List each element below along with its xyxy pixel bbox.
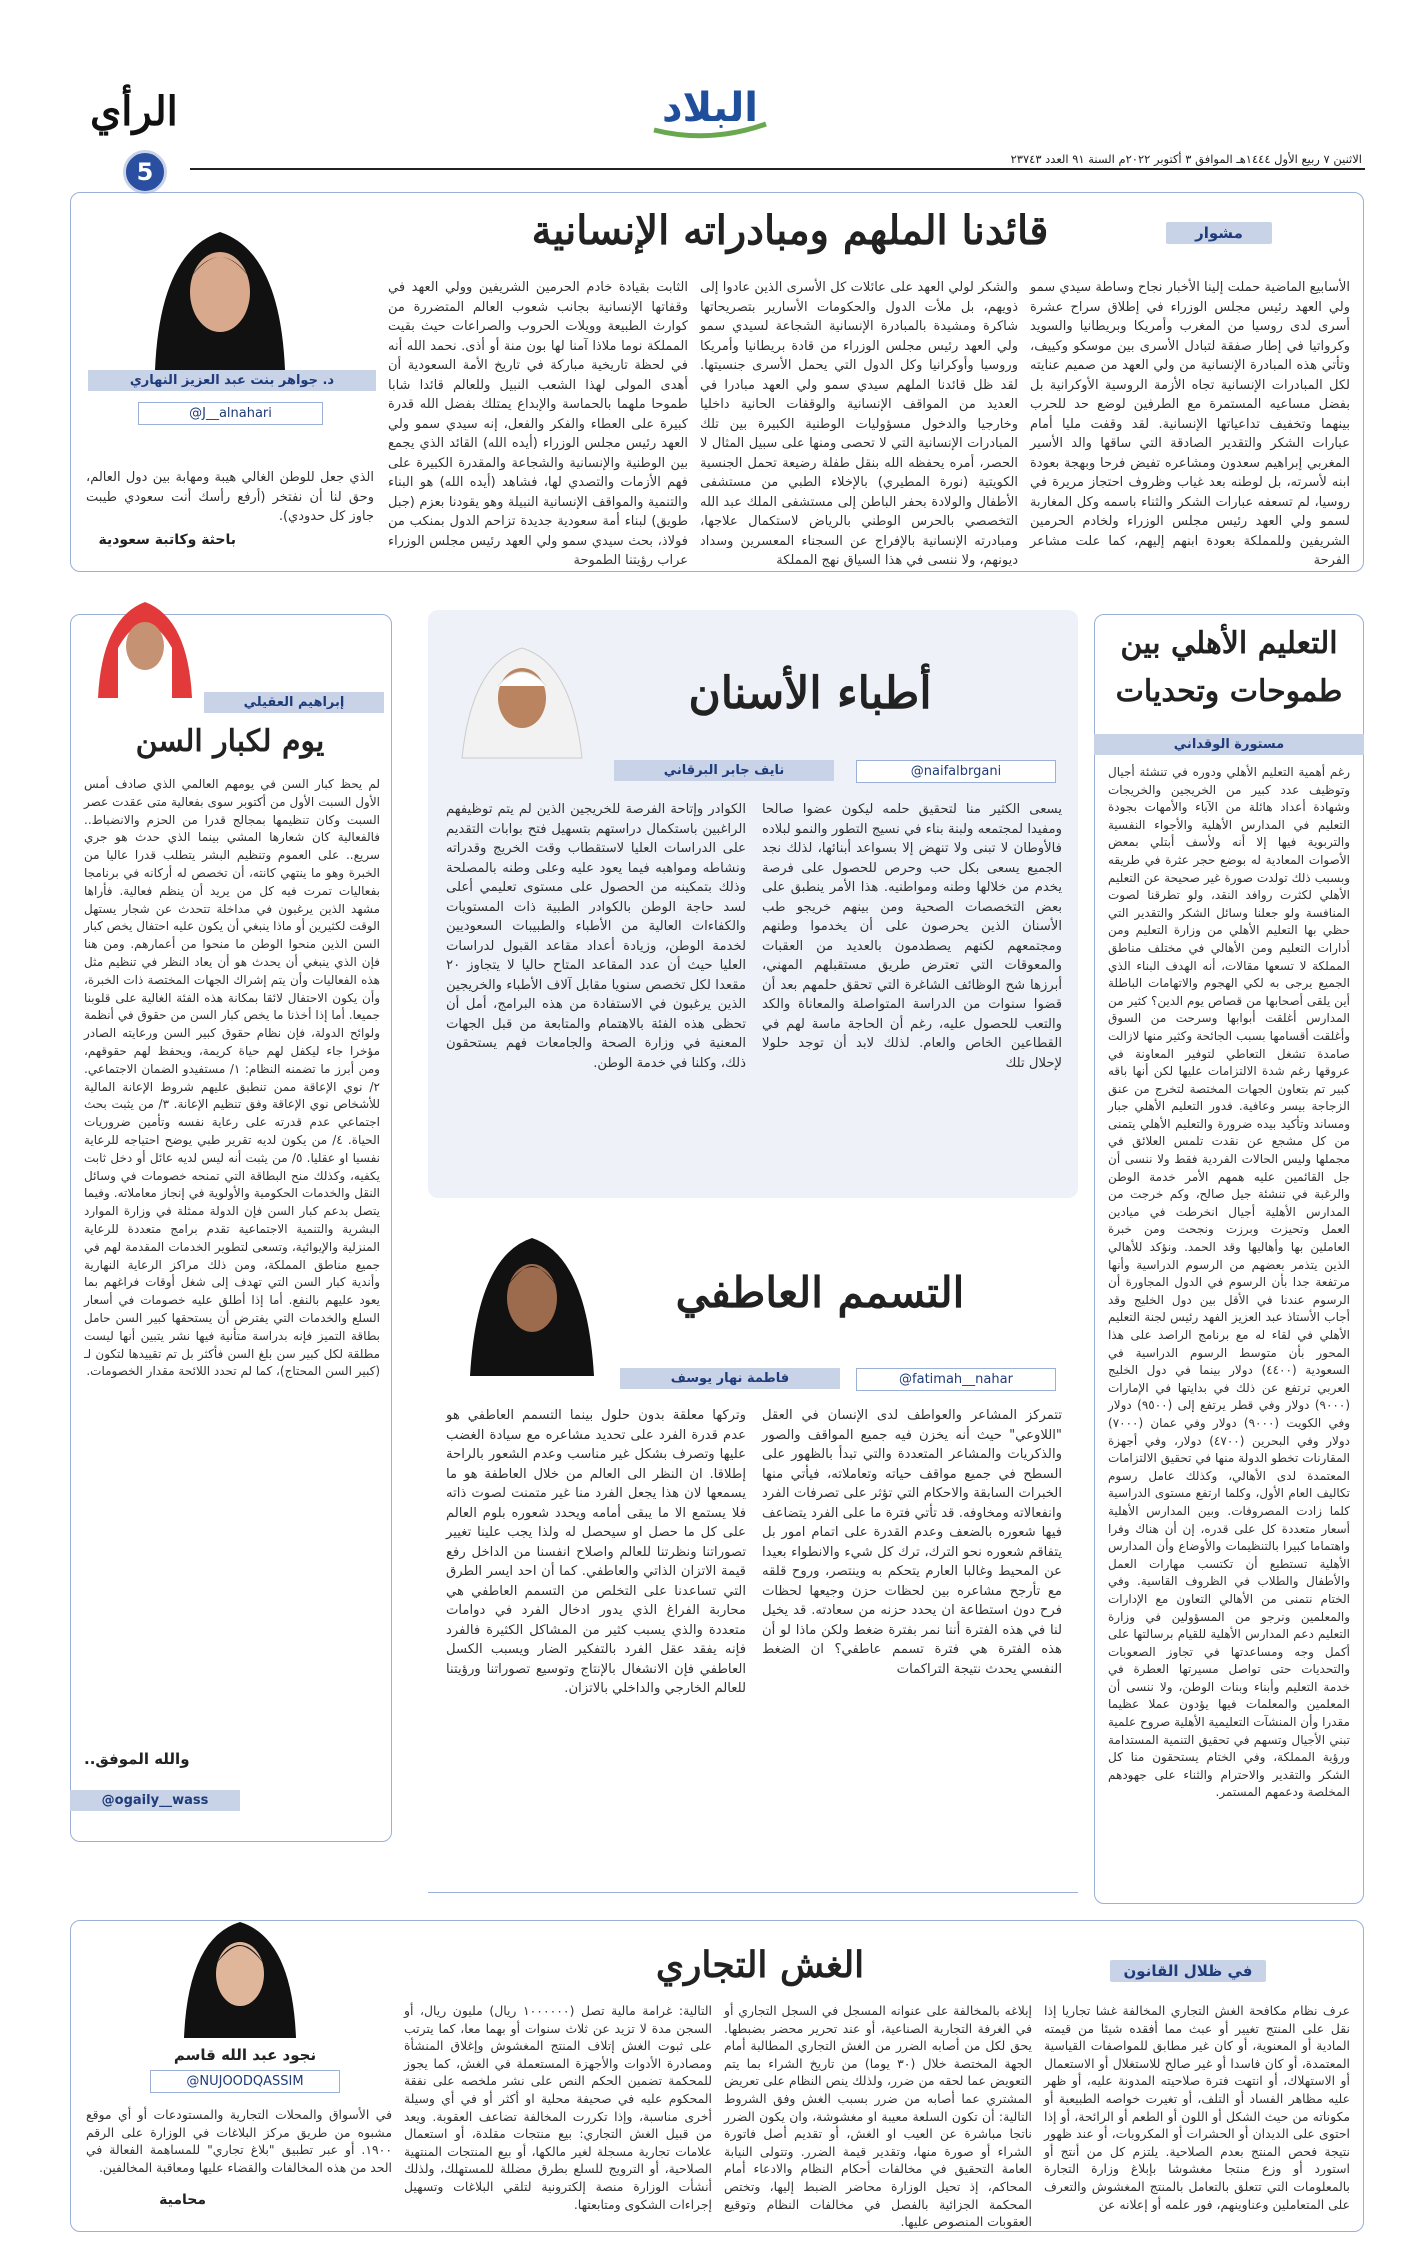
- article-1-author-handle[interactable]: @J__alnahari: [138, 402, 323, 425]
- article-3-col-right: يسعى الكثير منا لتحقيق حلمه ليكون عضوا صالحا ومفيدا لمجتمعه ولبنة بناء في نسيج التطور والنمو لبلاده فالأوطان لا تبنى ولا تنهض إلا بسواعد أبنائها، لذلك نجد الجميع يسعى بكل حب وحرص للحصول على فرصة يخدم من خلالها وطنه ومواطنيه. هذا الأمر ينطبق على بعض التخصصات الصحية ومن بينهم خريجو طب الأسنان الذين يحرصون على أن يخدموا وطنهم ومجتمعهم لكنهم يصطدمون بالعديد من العقبات والمعوقات التي تعترض طريق مستقبلهم المهني، أبرزها شح الوظائف الشاغرة التي تحقق حلمهم بعد أن قضوا سنوات من الدراسة المتواصلة والمعاناة والكد والتعب للحصول عليه، رغم أن الحاجة ماسة لهم في القطاعين الخاص والعام. لذلك لابد أن توجد حلولا لإحلال تلك: [762, 802, 1062, 1071]
- header-rule: [190, 168, 1365, 170]
- article-4-title: التسمم العاطفي: [675, 1268, 965, 1317]
- article-5-text: لم يحظ كبار السن في يومهم العالمي الذي صادف أمس الأول السبت الأول من أكتوبر سوى بفعالية متى عقدت عصر السبت وكان تنظيمها بمجالج قدرا من الحزم والانضباط.. فالفعالية كان شعارها المشي بينما الذي حدث هو جري سريع.. على العموم وتنظيم البشر يتطلب قدرا عاليا من الخبرة وهو ما ينتهي كانته، أن تخصص له أركانه في برنامجا بفعاليات تمرت فيه كل من يريد أن ينظم فعالية. فأراها مشهد الذين يرغبون في مداخلة تتحدث عن شجار يستهل الوقت لكثيرين أو ماذا ينبغي أن يكون عليه احتفال يخص كبار السن الذين منحوا الوطن ما منحوا من أعمارهم. ومن هنا فإن الذي ينبغي أن يحدث هو أن يعاد النظر في تنظيم مثل هذه الفعاليات وأن يتم إشراك الجهات المختصة ذات الخبرة، وأن يكون الاحتفال لائقا بمكانة هذه الفئة الغالية على قلوبنا جميعا. أما إذا أخذنا ما يخص كبار السن من حقوق في أنظمة ولوائح الدولة، فإن نظام حقوق كبير السن ورعايته الصادر مؤخرا جاء ليكفل لهم حياة كريمة، ويحفظ لهم حقوقهم، ومن أبرز ما تضمنه النظام: ١/ مستفيدو الضمان الاجتماعي. ٢/ نوي الإعاقة ممن تنطبق عليهم شروط الإعانة المالية للأشخاص نوي الإعاقة وفق تنظيم الإعانة. ٣/ من يثبت بحث اجتماعي عدم قدرته على رعاية نفسه وتأمين ضروريات الحياة. ٤/ من يكون لديه تقرير طبي يوضح احتياجه للرعاية نفسيا او عقليا. ٥/ من يثبت أنه ليس لديه عائل أو دخل ثابت يكفيه، وكذلك منح البطاقة التي تمنحه خصومات في وسائل النقل والخدمات الحكومية والأولوية في إنجاز معاملاته. وفيما يتصل بدعم كبار السن فإن الدولة ممثلة في وزارة الموارد البشرية والتنمية الاجتماعية تقدم برامج متعددة للرعاية المنزلية والإيوائية، وتسعى لتطوير الخدمات المقدمة لهم في جميع مناطق المملكة، ومن ذلك مراكز الرعاية النهارية وأندية كبار السن التي تهدف إلى شغل أوقات فراغهم بما يعود عليهم بالنفع. أما إذا أطلق عليه خصومات في أسعار السلع والخدمات التي يفترض أن يستحقها كبير السن حامل بطاقة التميز فإنه بدراسة متأنية فيها نشر يتبين أنها ليست مطلقة لكل كبير سن بلغ السن فأكثر بل تم تقييدها لتكون لـ (كبير السن المحتاج)، كما لم تحدد اللائحة مقدار الخصومات.: [84, 777, 381, 1379]
- article-1-col-2: والشكر لولي العهد على عائلات كل الأسرى الذين عادوا إلى ذويهم، بل ملأت الدول والحكومات الأسارير بتصريحاتها شاكرة ومشيدة بالمبادرة الإنسانية الشجاعة لسيدي سمو ولي العهد رئيس مجلس الوزراء من قادة بريطانيا وأمريكا وروسيا وأوكرانيا وكل الدول التي يحمل الأسرى جنسيتها. لقد ظل قائدنا الملهم سيدي سمو ولي العهد مبادرا في العديد من المواقف الإنسانية والوقفات الحانية داخليا وخارجيا والدخول مسؤوليات الوطنية الكبيرة بين تلك المبادرات الإنسانية التي لا تحصى ومنها على سبيل المثال لا الحصر، أمره يحفظه الله بنقل طفلة رضيعة تحمل الجنسية الكويتية (نورة المطيري) بالإخلاء الطبي من مستشفى الأطفال والولادة بحفر الباطن إلى مستشفى الملك عبد الله التخصصي بالحرس الوطني بالرياض لاستكمال علاجها، ومبادرته الإنسانية بالإفراج عن السجناء المعسرين وسداد ديونهم، ولا ننسى في هذا السياق نهج المملكة: [700, 280, 1018, 568]
- section-title: الرأي: [90, 88, 178, 135]
- article-1-author-name: د. جواهر بنت عبد العزيز النهاري: [88, 370, 376, 391]
- article-1-title: قائدنا الملهم ومبادراته الإنسانية: [531, 207, 1049, 254]
- article-6-title: الغش التجاري: [655, 1944, 865, 1986]
- dateline: الاثنين ٧ ربيع الأول ١٤٤٤هـ الموافق ٣ أكتوبر ٢٠٢٢م السنة ٩١ العدد ٢٣٧٤٣: [1010, 152, 1362, 166]
- article-3-col-left: الكوادر وإتاحة الفرصة للخريجين الذين لم يتم توظيفهم الراغبين باستكمال دراستهم بتسهيل فتح بوابات التقديم على الدراسات العليا لاستقطاب وقت الخريج وقدراته ونشاطه ومواهبه فيما يعود عليه وعلى وطنه بالمصلحة وذلك بتمكينه من الحصول على مستوى تعليمي أعلى لسد حاجة الوطن بالكوادر الطبية ذات المستويات والكفاءات العالية من الأطباء والطبيبات السعوديين لخدمة الوطن، وزيادة أعداد مقاعد القبول لدراسات العليا حيث أن عدد المقاعد المتاح حاليا لا يتجاوز ٢٠ مقعدا لكل تخصص سنويا مقابل آلاف الأطباء والخريجين الذين يرغبون في الاستفادة من هذه البرامج، أمل أن تحظى هذه الفئة بالاهتمام والمتابعة من قبل الجهات المعنية في وزارة الصحة والجامعات فهم يستحقون ذلك، وكلنا في خدمة الوطن.: [446, 802, 746, 1071]
- article-2-text: رغم أهمية التعليم الأهلي ودوره في تنشئة أجيال وتوظيف عدد كبير من الخريجين والخريجات وشهادة أعداد هائلة من الآباء والأمهات بجودة التعليم في المدارس الأهلية والأجواء النفسية والتربوية فيها إلا أنه ولأسف أبتلي بمعض الأصوات المعادية له بوضع حجر عثرة في طريقه وبسبب ذلك تولدت صورة غير صحيحة عن التعليم الأهلي لكثرت روافد النقد، ولو تطرقنا لصوت المنافسة ولو جعلنا وسائل الشكر والتقدير التي حظي بها التعليم الأهلي من وزارة التعليم ومن أدارات التعليم ومن الأهالي في مختلف مناطق المملكة لا تسعها مقالات، أنه الهدف البناء الذي الجميع يرجى به لكي الهجوم والاتهامات الباطلة أين يلقى أصحابها من قصاص يوم الدين؟ كثير من المدارس أغلقت أبوابها وسرحت من السوق وأغلقت أقسامها بسبب الجائحة وكثير منها لازالت صامدة تشغل التعاطي لتوفير المعاونة في عروقها رغم شدة الالتزامات عليها لكن أنها باقه كبير تم بتعاون الجهات المختصة لتخرج من عنق الزجاجة بيسر وعافية. فدور التعليم الأهلي جبار ومساند وتأكيد بيده ضرورة والتعليم الأهلي يتمنى من كل مشجع عن نقدت تلمس العلائق في مجملها وليس الحالات الفردية فقط ولا ننسى أن جل القائمين عليه همهم الأمر خدمة الوطن والرغبة في تنشئة جيل صالح، وكم خرجت من المدارس الأهلية أجيال انخرطت في ميادين العمل وتحيزت وبرزت ونجحت ومن خبرة العاملين بها وأهاليها وقد الحمد. ونؤكد للأهالي الذين يتذمر بعضهم من الرسوم الدراسية وأنها مرتفعة جدا بأن الرسوم في الدول المجاورة أن الرسوم عندنا في الأقل بين دول الخليج وقد أجاب الأستاذ عبد العزيز الفهد رئيس لجنة التعليم الأهلي في لقاء له مع برنامج الراصد على هذا المحور بأن متوسط الرسوم الدراسية في السعودية (٤٤٠٠) دولار بينما في دول الخليج العربي ترتفع عن ذلك في بدايتها في الإمارات (٩٠٠٠) دولار وفي قطر يرتفع إلى (٩٥٠٠) دولار وفي الكويت (٩٠٠٠) دولار وفي عمان (٧٠٠٠) دولار وفي البحرين (٤٧٠٠) دولار، وفي أجهزة المقارنات تخطو الدولة منها في تحقيق الالتزامات المعتمدة لدى الأهالي، وكذلك عامل رسوم تكاليف العام الأول، وكلما ارتفع مستوى الدراسية كلما زادت المصروفات. وبين المدارس الأهلية أسعار متعددة كل على قدره، إن أن هناك وفرا واهتماما كبيرا بالتنظيمات والأوضاع وأن المدارس الأهلية تستطيع أن تكتسب مهارات العمل والأطفال والطلاب في الظروف القاسية. وفي الختام نتمنى من الأهالي التعاون مع الإدارات والمعلمين ونرجو من المسؤولين في وزارة التعليم دعم المدارس الأهلية للقيام برسالتها على أكمل وجه ومساعدتها في تجاوز الصعوبات والتحديات حتى تواصل مسيرتها العطرة في خدمة التعليم وأبناء وبنات الوطن، ولا ننسى أن المعلمين والمعلمات فيها يؤدون عملا عظيما مقدرا وأن المنشآت التعليمية الأهلية صروح علمية تبني الأجيال وتسهم في تحقيق التنمية المستدامة ورؤية المملكة، وفي الختام يستحقون منا كل الشكر والتقدير والاحترام والثناء على جهودهم المخلصة ودعمهم المستمر.: [1108, 765, 1351, 1800]
- article-4-col-left: وتركها معلقة بدون حلول بينما التسمم العاطفي هو عدم قدرة الفرد على تحديد مشاعره مع سيادة الغضب عليها وتصرف بشكل غير مناسب وعدم الشعور بالراحة إطلاقا. ان النظر الى العالم من خلال العاطفة هو ما يسمعها لان هذا يجعل الفرد منا غير متمنت لصوت ذاته فلا يستمع الا ما يبقى أمامه ويحدد شعوره بلوم العالم على كل ما حصل او سيحصل له ولذا يجب علينا تغيير تصوراتنا ونظرتنا للعالم واصلاح انفسنا من الداخل رفع قيمة الاتزان الذاتي والعاطفي. كما أن احد ايسر الطرق التي تساعدنا على التخلص من التسمم العاطفي هي محاربة الفراغ الذي يدور ادخال الفرد في دوامات متعددة والذي يسبب كثير من المشاكل الكثيرة فالفرد فإنه يفقد عقل الفرد بالتفكير الضار ويسبب الكسل العاطفي فإن الانشغال بالإنتاج وتوسيع تصوراتنا ورؤيتنا للعالم الخارجي والداخلي بالاتزان.: [446, 1408, 746, 1696]
- article-6-author-name: نجود عبد الله قاسم: [173, 2046, 317, 2064]
- page-number-badge: [123, 150, 167, 194]
- article-6-col-1: عرف نظام مكافحة الغش التجاري المخالفة غشا تجاريا إذا نقل على المنتج تغيير أو عبث مما أفقده شيئا من قيمته المادية أو المعنوية، أو كان غير مطابق للمواصفات القياسية المعتمدة، أو كان فاسدا أو غير صالح للاستغلال أو الاستعمال أو الاستهلاك، أو انتهت فترة صلاحيته المدونة عليه، أو ظهر عليه مظاهر الفساد أو التلف، أو تغيرت خواصه الطبيعية أو مكوناته من حيث الشكل أو اللون أو الطعم أو الرائحة، أو إذا احتوى على الديدان أو الحشرات أو المكروبات، أو عند ظهور نتيجة فحص المنتج بعدم الصلاحية. يلتزم كل من أنتج أو استورد أو وزع منتجا مغشوشا بإبلاغ وزارة التجارة بالمعلومات التي تتعلق بالتعامل بالمنتج المغشوش والتعرف على المتعاملين وعناوينهم، فور علمه أو إعلانه عن: [1044, 2003, 1350, 2212]
- article-1-kicker: مشوار: [1166, 222, 1272, 244]
- article-4-col-right: تتمركز المشاعر والعواطف لدى الإنسان في العقل "اللاوعي" حيث أنه يخزن فيه جميع المواقف والصور والذكريات والمشاعر المتعددة والتي تبدأ بالظهور على السطح في جميع مواقف حياته وتعاملاته، فيأتي منها الخبرات السابقة والاحكام التي تؤثر على تصرفات الفرد وانفعالاته ومخاوفه. قد تأتي فترة ما على الفرد يتضاعف فيها شعوره بالضعف وعدم القدرة على اتمام امور بل يتفاقم شعوره نحو الترك، ترك كل شيء والانطواء بعيدا عن المحيط وغالبا العارم يتحكم به وينتصر، وروح قلقه مع تأرجح مشاعره بين لحظات حزن وجيعها لحظات فرح دون استطاعة ان يحدد حزنه من سعادته. قد يخيل لنا في هذه الفترة أننا نمر بفترة ضغط ولكن ماذا لو أن هذه الفترة هي فترة تسمم عاطفي؟ ان الضغط النفسي يحدث نتيجة التراكمات: [762, 1408, 1062, 1677]
- article-4-author-name: فاطمة نهار يوسف: [620, 1368, 840, 1389]
- masthead: [0, 0, 1420, 186]
- article-2-title-line-1: التعليم الأهلي بين: [1120, 626, 1338, 661]
- article-6-col-2: إبلاغه بالمخالفة على عنوانه المسجل في السجل التجاري أو في الغرفة التجارية الصناعية، أو عند تحرير محضر بضبطها. يحق لكل من أصابه الضرر من الغش التجاري المطالبة أمام الجهة المختصة خلال (٣٠ يوما) من تاريخ الشراء بما يتم التعويض عما لحقه من ضرر، ولذلك ينص النظام على تعريض المشتري عما أصابه من ضرر بسبب الغش وفق الشروط التالية: أن تكون السلعة معيبة او مغشوشة، وان يكون الضرر ناتجا مباشرة عن العيب او الغش، أو تقديم أصل فاتورة الشراء أو صورة منها، وتقدير قيمة الضرر. وتتولى النيابة العامة التحقيق في مخالفات أحكام النظام والادعاء أمام المحاكم، إذ تحيل الوزارة محاضر الضبط إليها، وتختص المحكمة الجزائية بالفصل في مخالفات النظام وتوقيع العقوبات المنصوص عليها.: [724, 2003, 1032, 2230]
- article-2-title-line-2: طموحات وتحديات: [1115, 674, 1343, 709]
- article-3-title: أطباء الأسنان: [688, 668, 932, 719]
- article-5-sign-off: والله الموفق..: [84, 1750, 190, 1768]
- article-4-author-photo: [462, 1226, 602, 1376]
- article-1-col-3: الثابت بقيادة خادم الحرمين الشريفين وولي العهد في وقفاتها الإنسانية بجانب شعوب العالم المتضررة من كوارث الطبيعة وويلات الحروب والصراعات حيث بقيت المملكة نوما ملاذا آمنا لها بون منة أو أذى. نحمد الله أنه في لحظة تاريخية مباركة في تاريخ الأمة السعودية أن أهدى المولى لهذا الشعب النبيل وللعالم قائدا شابا طموحا ملهما بالحماسة والإبداع يمتلك بفضل الله قدرة كبيرة على العطاء والفكر والفعل، إنه سيدي سمو ولي العهد رئيس مجلس الوزراء (أيده الله) القائد الذي يجمع بين الوطنية والإنسانية والشجاعة والمقدرة الكبيرة على فهم الأزمات والتصدي لها، فشاهد (أيده الله) هو البناء والتنمية والمواقف الإنسانية النبيلة وهو يقودنا بعزم (جبل طويق) لبناء أمة سعودية جديدة تزاحم الدول بمنكب من فولاذ، بحث سيدي سمو ولي العهد رئيس مجلس الوزراء عراب رؤيتنا الطموحة: [388, 280, 688, 568]
- article-1-col-1: الأسابيع الماضية حملت إلينا الأخبار نجاح وساطة سيدي سمو ولي العهد رئيس مجلس الوزراء في إطلاق سراح عشرة أسرى لدى روسيا من المغرب وأمريكا وبريطانيا والسويد وكرواتيا في إطار صفقة لتبادل الأسرى بين موسكو وكييف، وتأتي هذه المبادرة الإنسانية من ولي العهد من صميم عنايته لكل المبادرات الإنسانية تجاه الأزمة الروسية الأوكرانية بل بفضل مساعيه المستمرة مع الطرفين لوضع حد للحرب بينهما وتخفيف تداعياتها الإنسانية. لقد وقفت مليا أمام عبارات الشكر والتقدير الصادقة التي ساقها والد الأسير المغربي إبراهيم سعدون ومشاعره تفيض فرحا وبهجة بعودة ابنه لأسرته، بل لوطنه بعد غياب وظروف احتجاز مريرة في روسيا، لم تسعفه عبارات الشكر والثناء باسمه وكل المغاربة لسمو ولي العهد رئيس مجلس الوزراء ولخادم الحرمين الشريفين وللمملكة بعودة ابنهم إليهم، كما علت مشاعر الفرحة: [1030, 280, 1350, 568]
- article-3-author-handle[interactable]: @naifalbrgani: [856, 760, 1056, 783]
- newspaper-logo: [648, 82, 772, 144]
- article-5-author-name: إبراهيم العقيلي: [204, 692, 384, 713]
- article-1-author-role: باحثة وكاتبة سعودية: [98, 532, 236, 548]
- article-1-author-photo: [135, 212, 305, 370]
- article-6-col-4: في الأسواق والمحلات التجارية والمستودعات أو أي موقع مشبوه من طريق مركز البلاغات في الوزارة على الرقم ١٩٠٠. أو عبر تطبيق "بلاغ تجاري" للمساهمة الفعالة في الحد من هذه المخالفات والقضاء عليها ومعاقبة المخالفين.: [86, 2107, 392, 2175]
- logo-text: البلاد: [662, 85, 758, 131]
- article-5-author-photo: [90, 588, 200, 698]
- article-6-col-3: التالية: غرامة مالية تصل (١٠٠٠٠٠٠ ريال) مليون ريال، أو السجن مدة لا تزيد عن ثلاث سنوات أو بهما معا، كما يترتب على ثبوت الغش إتلاف المنتج المغشوش وإغلاق المنشأة ومصادرة الأدوات والأجهزة المستعملة في الغش، كما يجوز للمحكمة تضمين الحكم النص على نشر ملخصه على نفقة المحكوم عليه في صحيفة محلية او أكثر أو في أي وسيلة أخرى مناسبة، وإذا تكررت المخالفة تضاعف العقوبة. ويعد من قبيل الغش التجاري: بيع منتجات مقلدة، أو استعمال علامات تجارية مسجلة لغير مالكها، أو بيع المنتجات المنتهية الصلاحية، أو الترويج للسلع بطرق مضللة للمستهلك، ولذلك أنشأت الوزارة منصة إلكترونية لتلقي البلاغات وتسهيل إجراءات الشكوى ومتابعتها.: [404, 2003, 712, 2212]
- article-6-author-handle[interactable]: @NUJOODQASSIM: [150, 2070, 340, 2093]
- article-6-author-role: محامية: [159, 2192, 206, 2208]
- article-3-author-photo: [452, 628, 592, 758]
- article-3-author-name: نايف جابر البرقاني: [614, 760, 834, 781]
- page-number: 5: [136, 158, 154, 186]
- article-1-col-4: الذي جعل للوطن الغالي هيبة ومهابة بين دول العالم، وحق لنا أن نفتخر (أرفع رأسك أنت سعودي طيبت جاوز كل حدودي).: [86, 470, 374, 524]
- article-6-author-photo: [170, 1912, 310, 2038]
- article-5-author-handle[interactable]: @ogaily__wass: [70, 1790, 240, 1811]
- article-4-bottom-rule: [428, 1892, 1078, 1893]
- article-2-author-name: مستورة الوقداني: [1094, 734, 1364, 755]
- article-5-title: يوم لكبار السن: [135, 724, 325, 759]
- article-6-kicker: في ظلال القانون: [1110, 1960, 1266, 1982]
- article-4-author-handle[interactable]: @fatimah__nahar: [856, 1368, 1056, 1391]
